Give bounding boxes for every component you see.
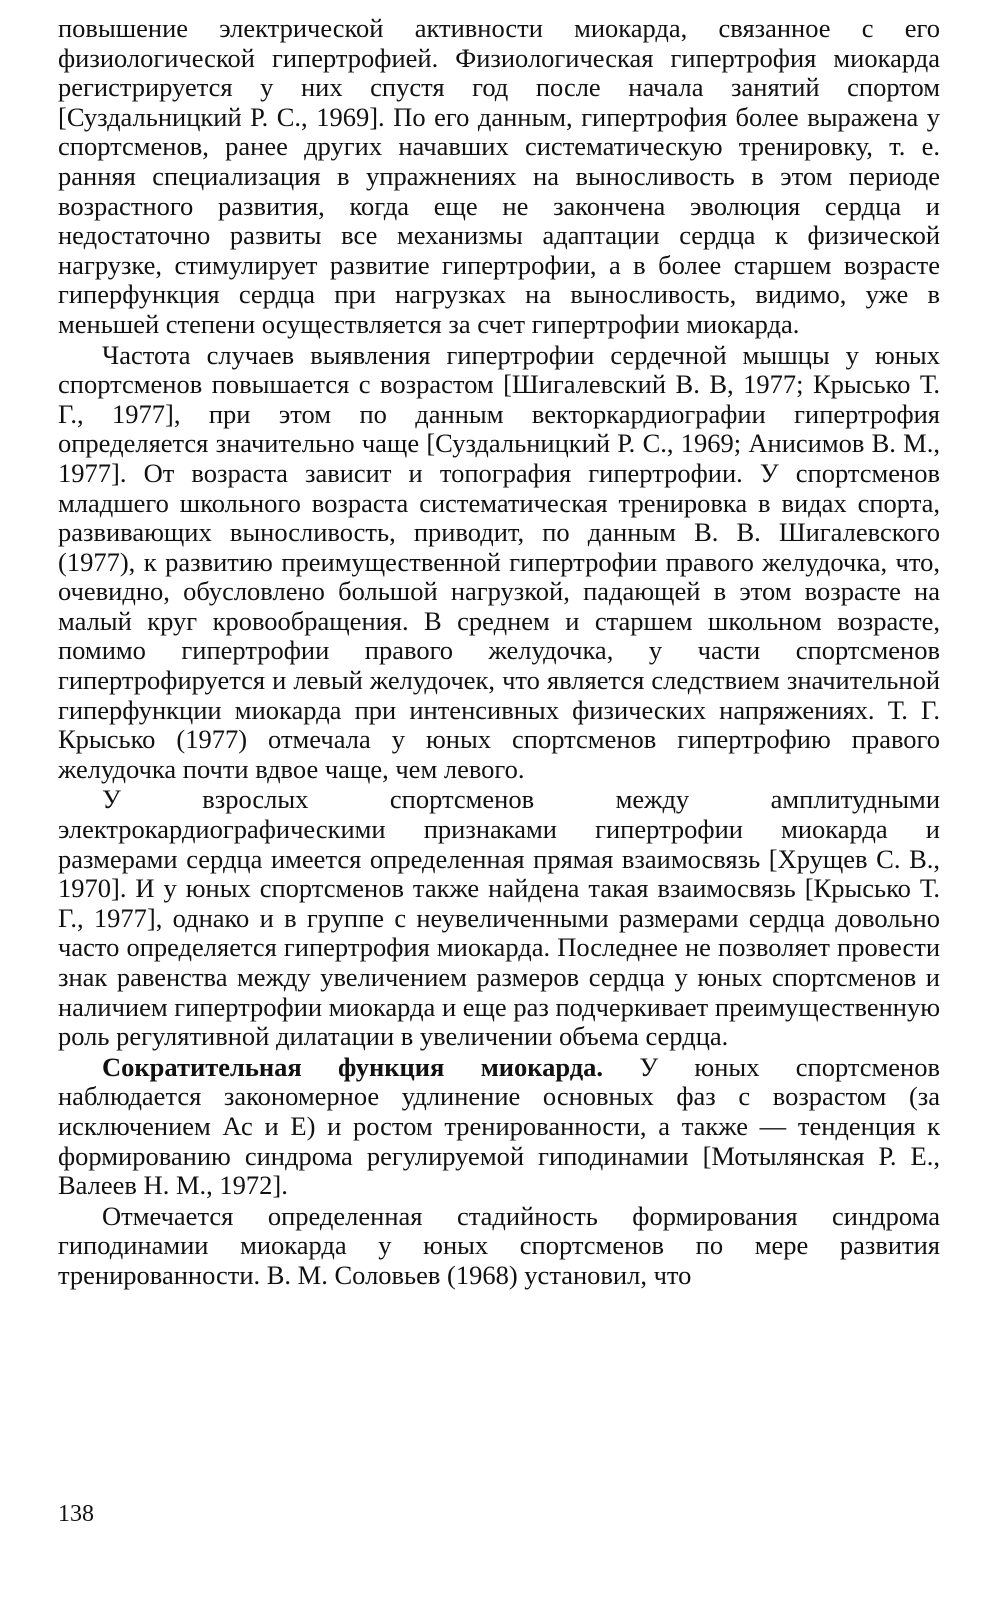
paragraph-2: Частота случаев выявления гипертрофии сердечной мышцы у юных спортсменов повышается с возрастом [Шигалевский В. В, 1977; Крысько Т. Г., 1977], при этом по данным векторкардиографии гипертрофия определяется значительно чаще [Суздальницкий Р. С., 1969; Анисимов В. М., 1977]. От возраста зависит и топография гипертрофии. У спортсменов младшего школьного возраста систематическая тренировка в видах спорта, развивающих выносливость, приводит, по данным В. В. Шигалевского (1977), к развитию преимущественной гипертрофии правого желудочка, что, очевидно, обусловлено большой нагрузкой, падающей в этом возрасте на малый круг кровообращения. В среднем и старшем школьном возрасте, помимо гипертрофии правого желудочка, у части спортсменов гипертрофируется и левый желудочек, что является следствием значительной гиперфункции миокарда при интенсивных физических напряжениях. Т. Г. Крысько (1977) отмечала у юных спортсменов гипертрофию правого желудочка почти вдвое чаще, чем левого. bbox=[58, 339, 940, 784]
paragraph-3: У взрослых спортсменов между амплитудными электрокардиографическими признаками гипертрофии миокарда и размерами сердца имеется определенная прямая взаимосвязь [Хрущев С. В., 1970]. И у юных спортсменов также найдена такая взаимосвязь [Крысько Т. Г., 1977], однако и в группе с неувеличенными размерами сердца довольно часто определяется гипертрофия миокарда. Последнее не позволяет провести знак равенства между увеличением размеров сердца у юных спортсменов и наличием гипертрофии миокарда и еще раз подчеркивает преимущественную роль регулятивной дилатации в увеличении объема сердца. bbox=[58, 784, 940, 1052]
page-number: 138 bbox=[58, 1501, 94, 1527]
section-heading: Сократительная функция миокарда. bbox=[102, 1051, 604, 1082]
paragraph-4-text: У юных спортсменов наблюдается закономерное удлинение основных фаз с возрастом (за исключением Ас и Е) и ростом тренированности, а также — тенденция к формированию синдрома регулируемой гиподинамии [Мотылянская Р. Е., Валеев Н. М., 1972]. bbox=[58, 1051, 940, 1201]
paragraph-4 bbox=[58, 1053, 940, 1201]
paragraph-5: Отмечается определенная стадийность формирования синдрома гиподинамии миокарда у юных спортсменов по мере развития тренированности. В. М. Соловьев (1968) установил, что bbox=[58, 1200, 940, 1290]
paragraph-1: повышение электрической активности миокарда, связанное с его физиологической гипертрофией. Физиологическая гипертрофия миокарда регистрируется у них спустя год после начала занятий спортом [Суздальницкий Р. С., 1969]. По его данным, гипертрофия более выражена у спортсменов, ранее других начавших систематическую тренировку, т. е. ранняя специализация в упражнениях на выносливость в этом периоде возрастного развития, когда еще не закончена эволюция сердца и недостаточно развиты все механизмы адаптации сердца к физической нагрузке, стимулирует развитие гипертрофии, а в более старшем возрасте гиперфункция сердца при нагрузках на выносливость, видимо, уже в меньшей степени осуществляется за счет гипертрофии миокарда. bbox=[58, 13, 940, 339]
page-text bbox=[58, 14, 940, 1291]
